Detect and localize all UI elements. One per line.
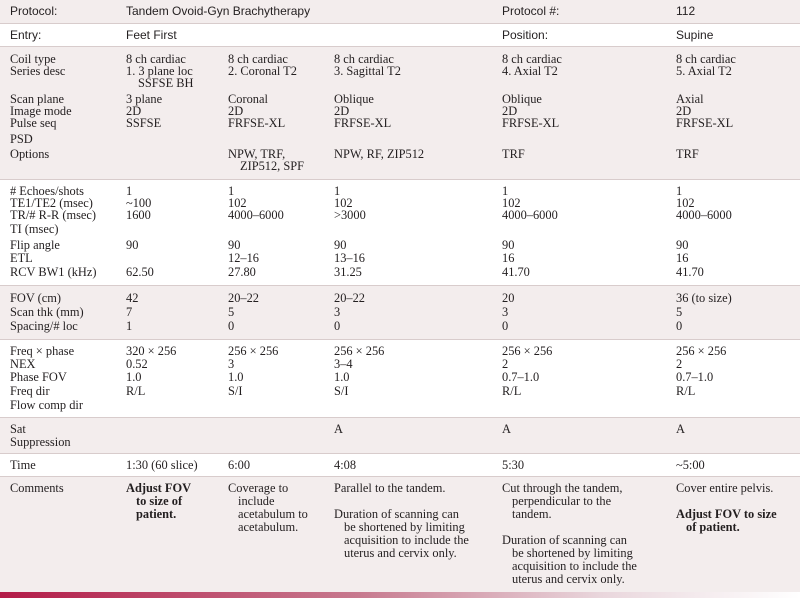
value-nex-5: 2 (676, 357, 683, 371)
value-freq-dir-1: R/L (126, 384, 146, 398)
value-flip-2: 90 (228, 238, 241, 252)
value-image-mode-3: 2D (334, 104, 350, 118)
value-etl-4: 16 (502, 251, 515, 265)
value-rcv-1: 62.50 (126, 265, 154, 279)
value-phase-fov-4: 0.7–1.0 (502, 370, 540, 384)
value-sat-3: A (334, 422, 343, 436)
value-thk-2: 5 (228, 305, 235, 319)
value-coil-1: 8 ch cardiac (126, 52, 186, 66)
value-time-4: 5:30 (502, 458, 525, 472)
label-rcv: RCV BW1 (kHz) (10, 265, 97, 279)
value-sat-4: A (502, 422, 511, 436)
comment-line-3-5: acquisition to include the (344, 533, 469, 547)
value-flip-5: 90 (676, 238, 689, 252)
value-tr-3: >3000 (334, 208, 366, 222)
value-series-1-5: 5. Axial T2 (676, 64, 732, 78)
value-scan-plane-2: Coronal (228, 92, 268, 106)
value-etl-3: 13–16 (334, 251, 365, 265)
value-flip-3: 90 (334, 238, 347, 252)
value-freq-phase-4: 256 × 256 (502, 344, 553, 358)
comment-line-5-4: of patient. (686, 520, 740, 534)
protocol-label: Protocol: (10, 4, 58, 18)
value-time-1: 1:30 (60 slice) (126, 458, 198, 472)
comment-line-1-1: Adjust FOV (126, 481, 192, 495)
label-options: Options (10, 147, 50, 161)
label-te: TE1/TE2 (msec) (10, 196, 93, 210)
value-series-1-2: 2. Coronal T2 (228, 64, 297, 78)
value-te-4: 102 (502, 196, 521, 210)
comment-line-3-4: be shortened by limiting (344, 520, 465, 534)
value-phase-fov-5: 0.7–1.0 (676, 370, 714, 384)
label-phase-fov: Phase FOV (10, 370, 67, 384)
value-scan-plane-3: Oblique (334, 92, 374, 106)
value-thk-1: 7 (126, 305, 133, 319)
label-flip: Flip angle (10, 238, 60, 252)
value-echoes-4: 1 (502, 184, 509, 198)
value-pulse-seq-4: FRFSE-XL (502, 116, 560, 130)
label-spacing: Spacing/# loc (10, 319, 78, 333)
label-psd: PSD (10, 132, 33, 146)
value-options-1-3: NPW, RF, ZIP512 (334, 147, 425, 161)
value-pulse-seq-1: SSFSE (126, 116, 162, 130)
position-value: Supine (676, 28, 714, 42)
bottom-accent-band (0, 592, 800, 598)
value-freq-dir-3: S/I (334, 384, 349, 398)
value-tr-2: 4000–6000 (228, 208, 284, 222)
value-flip-1: 90 (126, 238, 139, 252)
comment-line-1-2: to size of (136, 494, 183, 508)
value-rcv-3: 31.25 (334, 265, 362, 279)
value-spacing-2: 0 (228, 319, 235, 333)
row-divider-3 (0, 285, 800, 286)
value-series-1-1: 1. 3 plane loc (126, 64, 193, 78)
value-spacing-1: 1 (126, 319, 133, 333)
value-nex-4: 2 (502, 357, 509, 371)
value-spacing-3: 0 (334, 319, 341, 333)
label-sat: Sat (10, 422, 26, 436)
label-fov: FOV (cm) (10, 291, 62, 305)
comment-line-1-3: patient. (136, 507, 177, 521)
value-echoes-5: 1 (676, 184, 683, 198)
comment-line-4-6: be shortened by limiting (512, 546, 633, 560)
label-comments: Comments (10, 481, 64, 495)
value-coil-3: 8 ch cardiac (334, 52, 394, 66)
label-ti: TI (msec) (10, 222, 59, 236)
row-divider-6 (0, 453, 800, 454)
value-freq-phase-5: 256 × 256 (676, 344, 727, 358)
value-time-5: ~5:00 (676, 458, 705, 472)
label-image-mode: Image mode (10, 104, 72, 118)
value-freq-dir-4: R/L (502, 384, 522, 398)
label-etl: ETL (10, 251, 33, 265)
value-tr-1: 1600 (126, 208, 151, 222)
value-thk-4: 3 (502, 305, 509, 319)
value-fov-2: 20–22 (228, 291, 259, 305)
value-scan-plane-1: 3 plane (126, 92, 163, 106)
protocol-number-value: 112 (676, 4, 696, 18)
comment-line-4-7: acquisition to include the (512, 559, 637, 573)
label-flow-comp: Flow comp dir (10, 398, 83, 412)
value-tr-5: 4000–6000 (676, 208, 732, 222)
comment-line-4-8: uterus and cervix only. (512, 572, 625, 586)
row-divider-2 (0, 179, 800, 180)
value-etl-5: 16 (676, 251, 689, 265)
value-etl-2: 12–16 (228, 251, 259, 265)
label-series-desc: Series desc (10, 64, 66, 78)
value-echoes-3: 1 (334, 184, 341, 198)
protocol-value: Tandem Ovoid-Gyn Brachytherapy (126, 4, 311, 18)
value-fov-5: 36 (to size) (676, 291, 732, 305)
comment-line-2-4: acetabulum. (238, 520, 299, 534)
comment-line-5-3: Adjust FOV to size (676, 507, 777, 521)
value-te-5: 102 (676, 196, 695, 210)
value-te-3: 102 (334, 196, 353, 210)
value-nex-2: 3 (228, 357, 235, 371)
label-suppression: Suppression (10, 435, 71, 449)
value-echoes-2: 1 (228, 184, 235, 198)
value-pulse-seq-2: FRFSE-XL (228, 116, 286, 130)
value-scan-plane-4: Oblique (502, 92, 542, 106)
label-freq-phase: Freq × phase (10, 344, 75, 358)
value-pulse-seq-3: FRFSE-XL (334, 116, 392, 130)
row-divider-0 (0, 23, 800, 24)
value-phase-fov-3: 1.0 (334, 370, 350, 384)
value-fov-3: 20–22 (334, 291, 365, 305)
value-fov-1: 42 (126, 291, 139, 305)
position-label: Position: (502, 28, 549, 42)
comment-line-2-1: Coverage to (228, 481, 289, 495)
row-divider-5 (0, 417, 800, 418)
label-scan-plane: Scan plane (10, 92, 65, 106)
comment-line-4-2: perpendicular to the (512, 494, 612, 508)
row-divider-7 (0, 476, 800, 477)
value-coil-5: 8 ch cardiac (676, 52, 736, 66)
comment-line-2-3: acetabulum to (238, 507, 308, 521)
value-sat-5: A (676, 422, 685, 436)
comment-line-4-1: Cut through the tandem, (502, 481, 623, 495)
value-freq-dir-5: R/L (676, 384, 696, 398)
label-nex: NEX (10, 357, 36, 371)
protocol-number-label: Protocol #: (502, 4, 560, 18)
value-thk-3: 3 (334, 305, 341, 319)
value-coil-2: 8 ch cardiac (228, 52, 288, 66)
value-freq-phase-2: 256 × 256 (228, 344, 279, 358)
value-echoes-1: 1 (126, 184, 133, 198)
value-rcv-4: 41.70 (502, 265, 530, 279)
value-series-1-4: 4. Axial T2 (502, 64, 558, 78)
value-freq-dir-2: S/I (228, 384, 243, 398)
value-series-1-3: 3. Sagittal T2 (334, 64, 401, 78)
value-fov-4: 20 (502, 291, 515, 305)
value-time-2: 6:00 (228, 458, 251, 472)
value-image-mode-2: 2D (228, 104, 244, 118)
row-divider-1 (0, 46, 800, 47)
label-coil-type: Coil type (10, 52, 56, 66)
value-tr-4: 4000–6000 (502, 208, 558, 222)
comment-line-4-3: tandem. (512, 507, 552, 521)
row-divider-4 (0, 339, 800, 340)
value-image-mode-5: 2D (676, 104, 692, 118)
value-freq-phase-3: 256 × 256 (334, 344, 385, 358)
value-spacing-5: 0 (676, 319, 683, 333)
label-pulse-seq: Pulse seq (10, 116, 57, 130)
value-image-mode-4: 2D (502, 104, 518, 118)
value-rcv-5: 41.70 (676, 265, 704, 279)
label-time: Time (10, 458, 36, 472)
comment-line-5-1: Cover entire pelvis. (676, 481, 774, 495)
value-nex-3: 3–4 (334, 357, 353, 371)
label-echoes: # Echoes/shots (10, 184, 84, 198)
entry-label: Entry: (10, 28, 42, 42)
value-options-1-4: TRF (502, 147, 525, 161)
comment-line-3-3: Duration of scanning can (334, 507, 459, 521)
value-options-2-2: ZIP512, SPF (240, 159, 305, 173)
value-spacing-4: 0 (502, 319, 509, 333)
value-nex-1: 0.52 (126, 357, 148, 371)
comment-line-4-5: Duration of scanning can (502, 533, 627, 547)
label-freq-dir: Freq dir (10, 384, 50, 398)
value-rcv-2: 27.80 (228, 265, 256, 279)
value-coil-4: 8 ch cardiac (502, 52, 562, 66)
value-image-mode-1: 2D (126, 104, 142, 118)
value-thk-5: 5 (676, 305, 683, 319)
value-freq-phase-1: 320 × 256 (126, 344, 177, 358)
value-phase-fov-1: 1.0 (126, 370, 142, 384)
value-te-2: 102 (228, 196, 247, 210)
comment-line-2-2: include (238, 494, 275, 508)
value-options-1-2: NPW, TRF, (228, 147, 286, 161)
value-te-1: ~100 (126, 196, 152, 210)
label-scan-thk: Scan thk (mm) (10, 305, 84, 319)
value-pulse-seq-5: FRFSE-XL (676, 116, 734, 130)
label-tr: TR/# R-R (msec) (10, 208, 97, 222)
value-options-1-5: TRF (676, 147, 699, 161)
value-phase-fov-2: 1.0 (228, 370, 244, 384)
entry-value: Feet First (126, 28, 177, 42)
value-flip-4: 90 (502, 238, 515, 252)
value-time-3: 4:08 (334, 458, 357, 472)
comment-line-3-6: uterus and cervix only. (344, 546, 457, 560)
value-scan-plane-5: Axial (676, 92, 704, 106)
value-series-2-1: SSFSE BH (138, 76, 194, 90)
comment-line-3-1: Parallel to the tandem. (334, 481, 446, 495)
